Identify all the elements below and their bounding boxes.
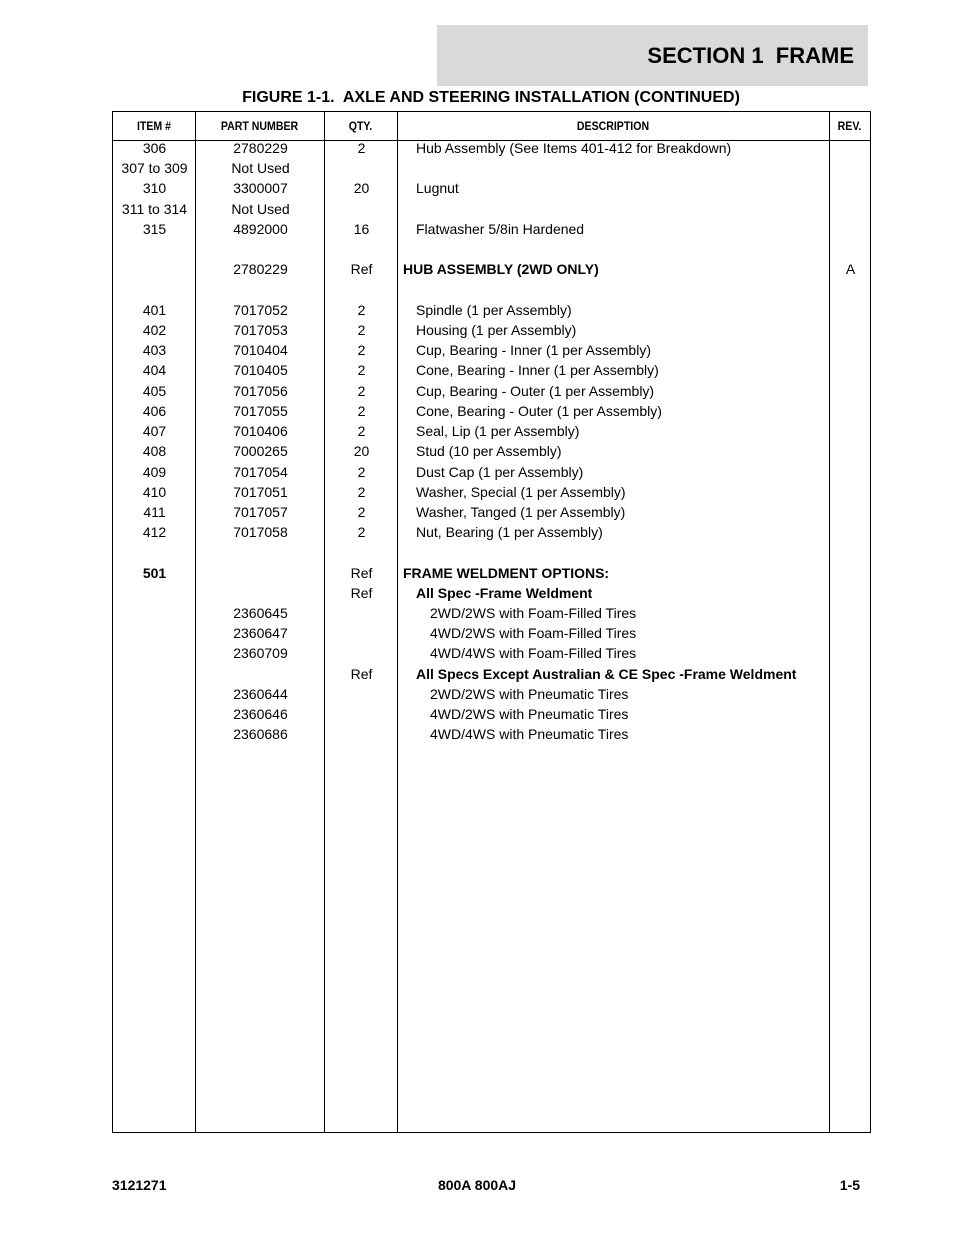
table-row bbox=[113, 542, 870, 562]
part-number-cell: 7010405 bbox=[233, 362, 288, 379]
item-cell: 307 to 309 bbox=[121, 160, 188, 177]
table-row bbox=[113, 138, 870, 158]
part-number-cell: 2360646 bbox=[233, 706, 288, 723]
qty-cell: 2 bbox=[357, 362, 366, 379]
qty-cell: Ref bbox=[350, 584, 373, 601]
part-number-cell: 7017053 bbox=[233, 321, 288, 338]
item-cell: 410 bbox=[142, 483, 167, 500]
table-header-row bbox=[113, 112, 870, 141]
table-row bbox=[113, 300, 870, 320]
section-header-box bbox=[437, 25, 868, 86]
table-row bbox=[113, 684, 870, 704]
part-number-cell: 7010406 bbox=[233, 423, 288, 440]
description-cell: Flatwasher 5/8in Hardened bbox=[416, 220, 585, 237]
item-cell: 501 bbox=[142, 564, 167, 581]
item-cell: 405 bbox=[142, 382, 167, 399]
qty-cell: 2 bbox=[357, 402, 366, 419]
table-row bbox=[113, 522, 870, 542]
header-rev: REV. bbox=[837, 119, 862, 133]
part-number-cell: 7017054 bbox=[233, 463, 288, 480]
item-cell: 404 bbox=[142, 362, 167, 379]
table-row bbox=[113, 482, 870, 502]
table-row bbox=[113, 724, 870, 744]
description-cell: 2WD/2WS with Pneumatic Tires bbox=[430, 685, 629, 702]
description-cell: Spindle (1 per Assembly) bbox=[416, 301, 572, 318]
item-cell: 310 bbox=[142, 180, 167, 197]
table-row bbox=[113, 340, 870, 360]
table-row bbox=[113, 381, 870, 401]
item-cell: 408 bbox=[142, 443, 167, 460]
table-row bbox=[113, 623, 870, 643]
doc-number: 3121271 bbox=[112, 1177, 167, 1193]
table-row bbox=[113, 259, 870, 279]
table-row bbox=[113, 441, 870, 461]
description-cell: 4WD/2WS with Foam-Filled Tires bbox=[430, 625, 637, 642]
page-number: 1-5 bbox=[839, 1177, 860, 1193]
model-label: 800A 800AJ bbox=[437, 1177, 517, 1193]
qty-cell: Ref bbox=[350, 564, 373, 581]
part-number-cell: 2360647 bbox=[233, 625, 288, 642]
table-row bbox=[113, 360, 870, 380]
description-cell: 4WD/2WS with Pneumatic Tires bbox=[430, 706, 629, 723]
table-body bbox=[113, 138, 870, 745]
part-number-cell: 7017052 bbox=[233, 301, 288, 318]
table-row bbox=[113, 239, 870, 259]
qty-cell: 20 bbox=[353, 180, 370, 197]
qty-cell: 2 bbox=[357, 503, 366, 520]
qty-cell: 2 bbox=[357, 382, 366, 399]
table-row bbox=[113, 280, 870, 300]
qty-cell: 2 bbox=[357, 321, 366, 338]
qty-cell: 2 bbox=[357, 140, 366, 156]
item-cell: 401 bbox=[142, 301, 167, 318]
part-number-cell: 7017055 bbox=[233, 402, 288, 419]
part-number-cell: 7017057 bbox=[233, 503, 288, 520]
qty-cell: Ref bbox=[350, 261, 373, 278]
description-cell: Cup, Bearing - Outer (1 per Assembly) bbox=[416, 382, 655, 399]
item-cell: 315 bbox=[142, 220, 167, 237]
description-cell: HUB ASSEMBLY (2WD ONLY) bbox=[403, 261, 599, 278]
description-cell: 4WD/4WS with Foam-Filled Tires bbox=[430, 645, 637, 662]
item-cell: 311 to 314 bbox=[121, 200, 188, 217]
part-number-cell: 2360709 bbox=[233, 645, 288, 662]
qty-cell: 2 bbox=[357, 423, 366, 440]
item-cell: 407 bbox=[142, 423, 167, 440]
qty-cell: 2 bbox=[357, 342, 366, 359]
table-row bbox=[113, 219, 870, 239]
table-row bbox=[113, 462, 870, 482]
header-item: ITEM # bbox=[136, 119, 172, 133]
part-number-cell: Not Used bbox=[231, 160, 290, 177]
description-cell: Stud (10 per Assembly) bbox=[416, 443, 562, 460]
table-row bbox=[113, 664, 870, 684]
table-row bbox=[113, 178, 870, 198]
description-cell: Hub Assembly (See Items 401-412 for Breakdown) bbox=[416, 140, 732, 156]
part-number-cell: 2780229 bbox=[233, 261, 288, 278]
item-cell: 411 bbox=[143, 503, 166, 520]
part-number-cell: 2780229 bbox=[233, 140, 288, 156]
qty-cell: 2 bbox=[357, 301, 366, 318]
item-cell: 403 bbox=[142, 342, 167, 359]
item-cell: 406 bbox=[142, 402, 167, 419]
item-cell: 412 bbox=[142, 524, 167, 541]
description-cell: All Specs Except Australian & CE Spec -Frame Weldment bbox=[416, 665, 797, 682]
table-row bbox=[113, 643, 870, 663]
part-number-cell: 2360686 bbox=[233, 726, 288, 743]
table-row bbox=[113, 199, 870, 219]
part-number-cell: Not Used bbox=[231, 200, 290, 217]
description-cell: Housing (1 per Assembly) bbox=[416, 321, 577, 338]
table-row bbox=[113, 401, 870, 421]
table-row bbox=[113, 704, 870, 724]
part-number-cell: 7010404 bbox=[233, 342, 288, 359]
item-cell: 409 bbox=[142, 463, 167, 480]
qty-cell: 16 bbox=[353, 220, 370, 237]
description-cell: Cone, Bearing - Outer (1 per Assembly) bbox=[416, 402, 662, 419]
item-cell: 402 bbox=[142, 321, 167, 338]
table-row bbox=[113, 583, 870, 603]
description-cell: Lugnut bbox=[416, 180, 459, 197]
table-row bbox=[113, 502, 870, 522]
header-qty: QTY. bbox=[348, 119, 373, 133]
part-number-cell: 7017058 bbox=[233, 524, 288, 541]
description-cell: 4WD/4WS with Pneumatic Tires bbox=[430, 726, 629, 743]
qty-cell: 2 bbox=[357, 463, 366, 480]
description-cell: Washer, Tanged (1 per Assembly) bbox=[416, 503, 626, 520]
table-row bbox=[113, 320, 870, 340]
table-row bbox=[113, 603, 870, 623]
part-number-cell: 7000265 bbox=[233, 443, 288, 460]
description-cell: 2WD/2WS with Foam-Filled Tires bbox=[430, 605, 637, 622]
part-number-cell: 2360645 bbox=[233, 605, 288, 622]
qty-cell: 20 bbox=[353, 443, 370, 460]
table-row bbox=[113, 158, 870, 178]
qty-cell: 2 bbox=[357, 483, 366, 500]
table-row bbox=[113, 563, 870, 583]
rev-cell: A bbox=[845, 261, 856, 278]
description-cell: Washer, Special (1 per Assembly) bbox=[416, 483, 626, 500]
header-part-number: PART NUMBER bbox=[220, 119, 299, 133]
part-number-cell: 7017051 bbox=[233, 483, 288, 500]
description-cell: Seal, Lip (1 per Assembly) bbox=[416, 423, 580, 440]
description-cell: Dust Cap (1 per Assembly) bbox=[416, 463, 584, 480]
description-cell: FRAME WELDMENT OPTIONS: bbox=[403, 564, 610, 581]
part-number-cell: 2360644 bbox=[233, 685, 288, 702]
part-number-cell: 7017056 bbox=[233, 382, 288, 399]
figure-title: FIGURE 1-1. AXLE AND STEERING INSTALLATION (CONTINUED) bbox=[242, 89, 740, 106]
qty-cell: 2 bbox=[357, 524, 366, 541]
description-cell: Nut, Bearing (1 per Assembly) bbox=[416, 524, 603, 541]
description-cell: Cup, Bearing - Inner (1 per Assembly) bbox=[416, 342, 651, 359]
qty-cell: Ref bbox=[350, 665, 373, 682]
part-number-cell: 4892000 bbox=[233, 220, 288, 237]
parts-table bbox=[112, 111, 871, 1133]
description-cell: All Spec -Frame Weldment bbox=[416, 584, 593, 601]
section-title: SECTION 1 FRAME bbox=[647, 43, 854, 68]
description-cell: Cone, Bearing - Inner (1 per Assembly) bbox=[416, 362, 659, 379]
header-description: DESCRIPTION bbox=[576, 119, 650, 133]
table-row bbox=[113, 421, 870, 441]
item-cell: 306 bbox=[142, 140, 167, 156]
part-number-cell: 3300007 bbox=[233, 180, 288, 197]
